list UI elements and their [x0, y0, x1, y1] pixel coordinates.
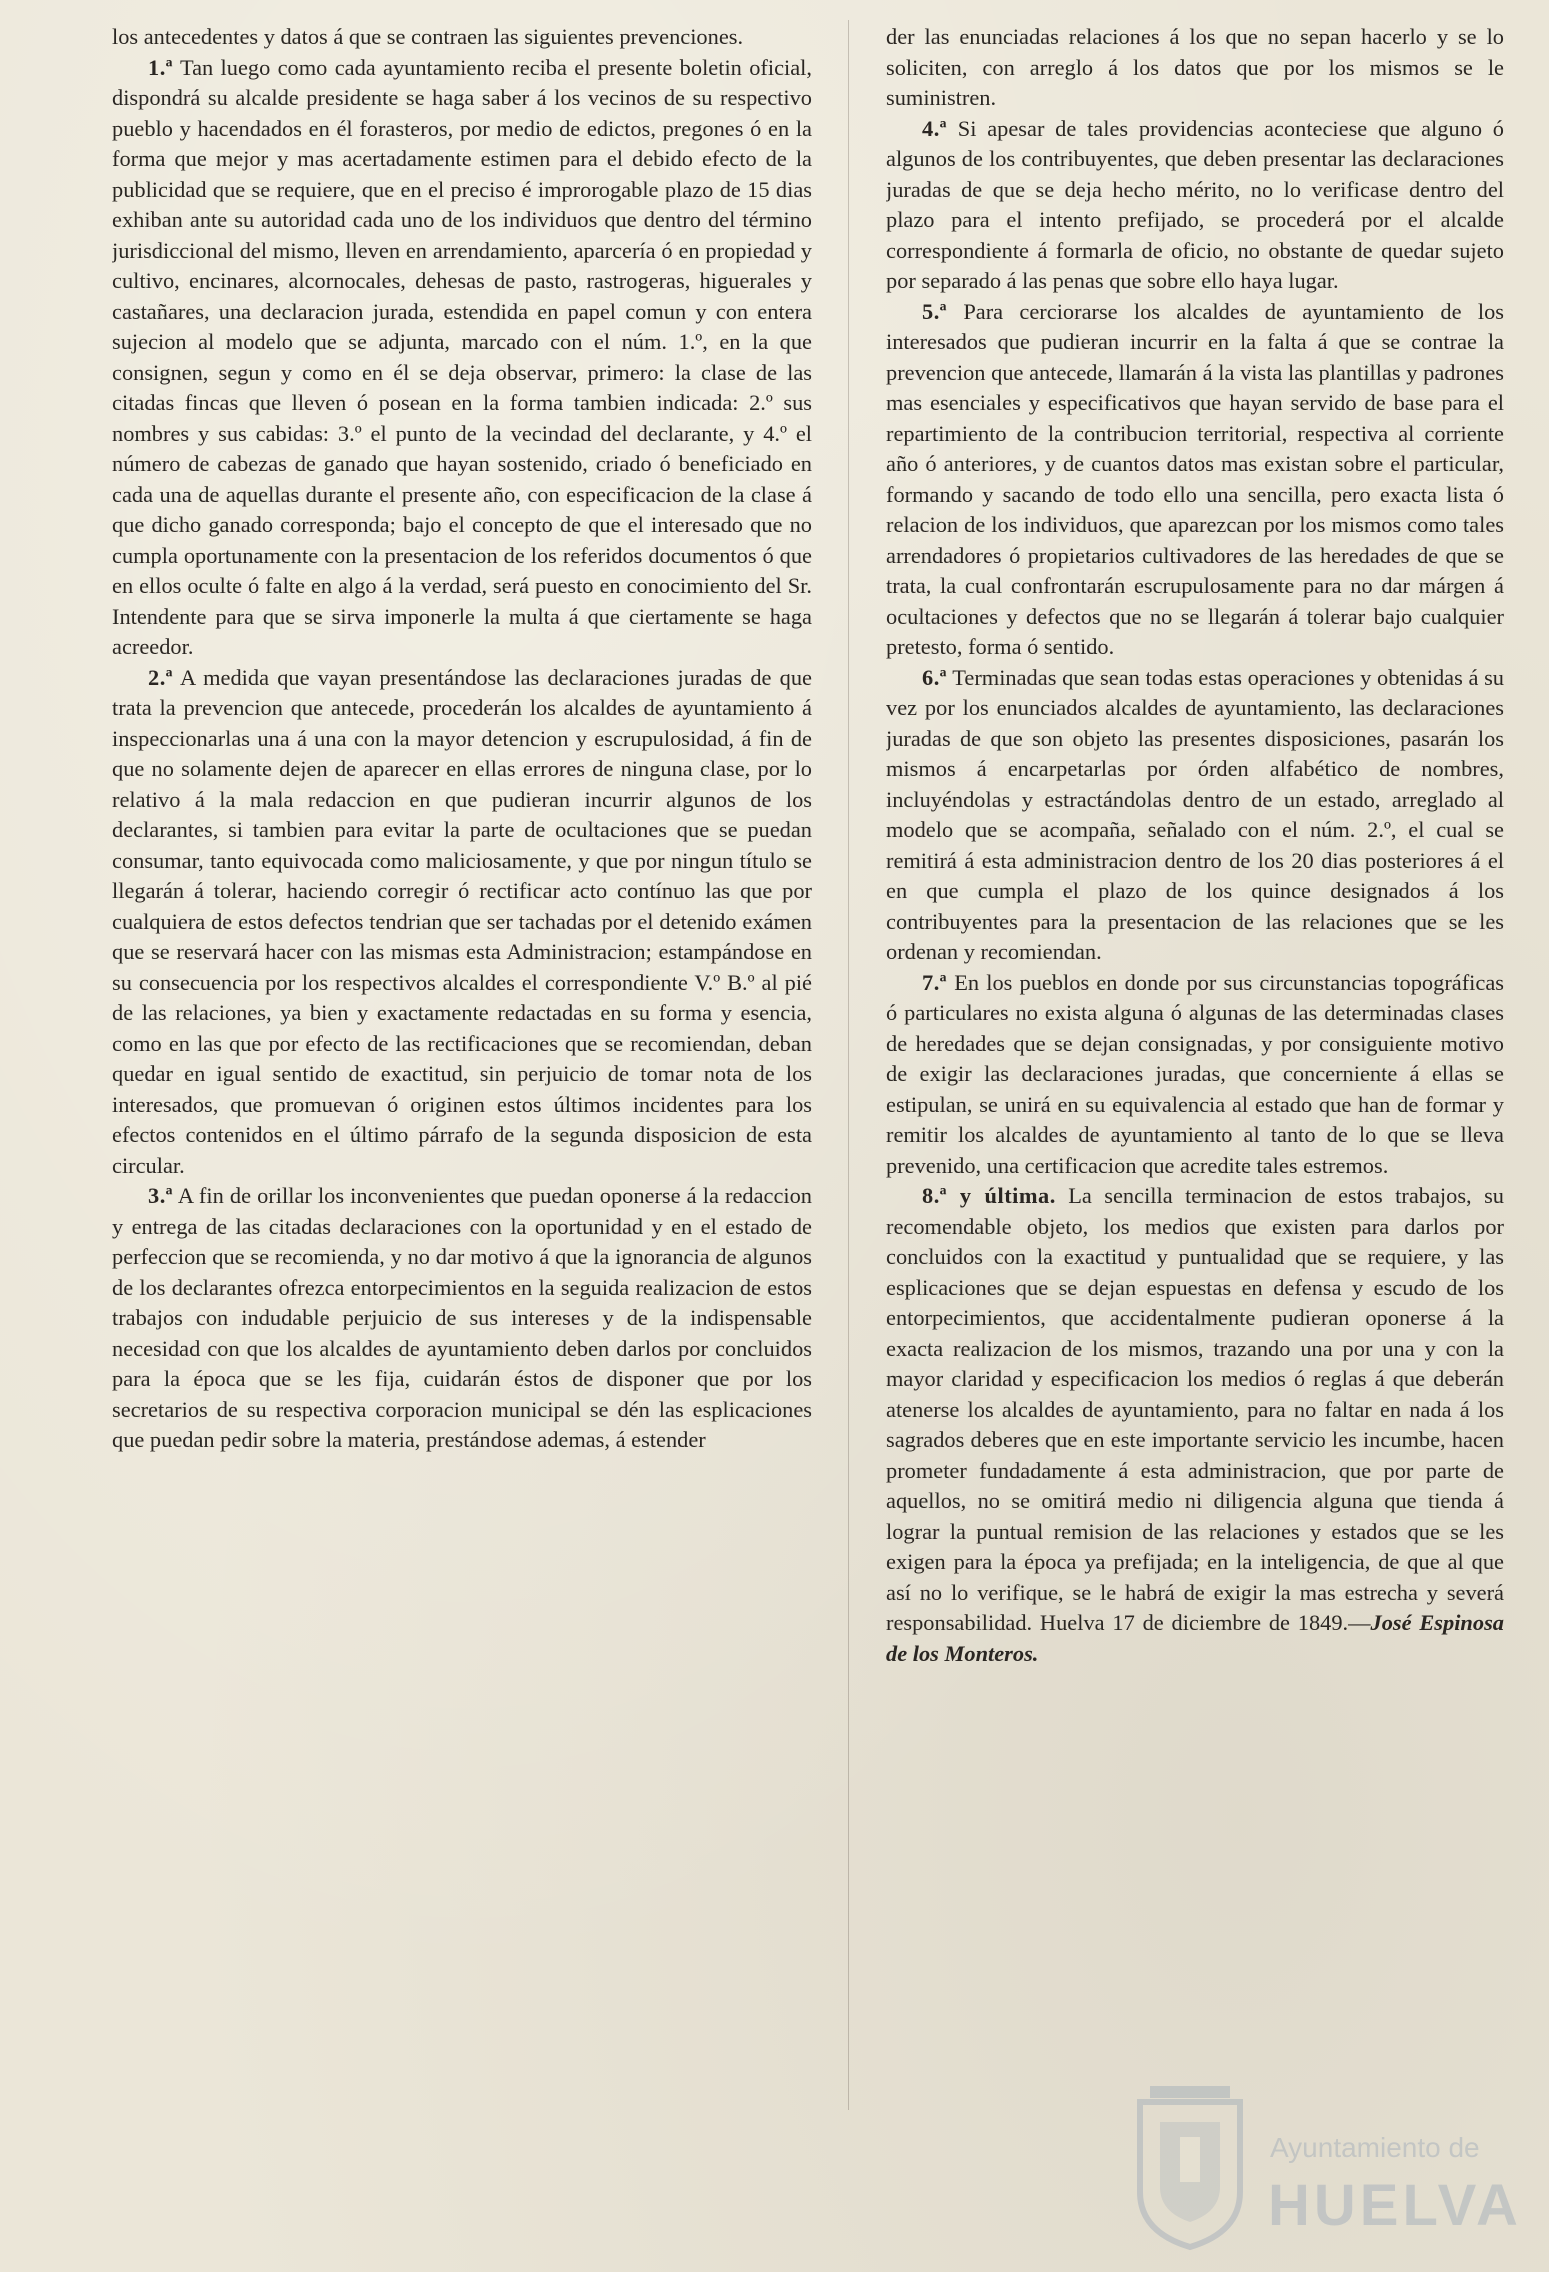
prevention-text: En los pueblos en donde por sus circunstancias topográficas ó particulares no exista alguna ó algunas de las determinadas clases de heredades que se dejan consignadas, y por consiguiente motivo de exigir las declaraciones juradas, que concerniente á ellas se estipulan, se unirá en su equivalencia al estado que han de formar y remitir los alcaldes de ayuntamiento al tanto de lo que se lleva prevenido, una certificacion que acredite tales estremos.	[886, 969, 1504, 1178]
text-column-left	[112, 22, 812, 2102]
intro-paragraph: los antecedentes y datos á que se contraen las siguientes prevenciones.	[112, 24, 744, 49]
prevention-3	[112, 1181, 812, 1456]
prevention-2	[112, 663, 812, 1182]
prevention-text: Terminadas que sean todas estas operaciones y obtenidas á su vez por los enunciados alcaldes de ayuntamiento, las declaraciones juradas de que son objeto las presentes disposiciones, pasarán los mismos á encarpetarlas por órden alfabético de nombres, incluyéndolas y estractándolas dentro de un estado, arreglado al modelo que se acompaña, señalado con el núm. 2.º, el cual se remitirá á esta administracion dentro de los 20 dias posteriores á el en que cumpla el plazo de los quince designados á los contribuyentes para la presentacion de las relaciones que se les ordenan y recomiendan.	[886, 664, 1504, 964]
continuation-paragraph: der las enunciadas relaciones á los que no sepan hacerlo y se lo soliciten, con arreglo á los datos que por los mismos se le suministren.	[886, 24, 1504, 110]
prevention-number: 1.ª	[148, 54, 174, 80]
watermark-logo	[1130, 2080, 1530, 2260]
prevention-text: Tan luego como cada ayuntamiento reciba el presente boletin oficial, dispondrá su alcalde presidente se haga saber á los vecinos de su respectivo pueblo y hacendados en él forasteros, por medio de edictos, pregones ó en la forma que mejor y mas acertadamente estimen para el debido efecto de la publicidad que se requiere, que en el preciso é improrogable plazo de 15 dias exhiban ante su autoridad cada uno de los individuos que dentro del término jurisdiccional del mismo, lleven en arrendamiento, aparcería ó en propiedad y cultivo, encinares, alcornocales, dehesas de pasto, rastrogeras, higuerales y castañares, una declaracion jurada, estendida en papel comun y con entera sujecion al modelo que se adjunta, marcado con el núm. 1.º, en la que consignen, segun y como en él se deja observar, primero: la clase de las citadas fincas que lleven ó posean en la forma tambien indicada: 2.º sus nombres y sus cabidas: 3.º el punto de la vecindad del declarante, y 4.º el número de cabezas de ganado que hayan sostenido, criado ó beneficiado en cada una de aquellas durante el presente año, con especificacion de la clase á que dicho ganado corresponda; bajo el concepto de que el interesado que no cumpla oportunamente con la presentacion de los referidos documentos ó que en ellos oculte ó falte en algo á la verdad, será puesto en conocimiento del Sr. Intendente para que se sirva imponerle la multa á que ciertamente se haga acreedor.	[112, 54, 812, 659]
signature: José Espinosa de los Monteros.	[886, 1610, 1504, 1666]
prevention-text: La sencilla terminacion de estos trabajos, su recomendable objeto, los medios que existen para darlos por concluidos con la exactitud y puntualidad que se requiere, y las esplicaciones que se dejan espuestas en defensa y escudo de los entorpecimientos, que accidentalmente pudieran oponerse á la exacta realizacion de los mismos, trazando una por una y con la mayor claridad y especificacion los medios ó reglas á que deberán atenerse los alcaldes de ayuntamiento, para no faltar en nada á los sagrados deberes que en este importante servicio les incumbe, hacen prometer fundadamente á esta administracion, que por parte de aquellos, no se omitirá medio ni diligencia alguna que tienda á lograr la puntual remision de las relaciones y estados que se les exigen para la época ya prefijada; en la inteligencia, de que al que así no lo verifique, se le habrá de exigir la mas estrecha y severá responsabilidad. Huelva 17 de diciembre de 1849.—	[886, 1183, 1504, 1635]
prevention-number: 7.ª	[922, 969, 948, 995]
prevention-number: 4.ª	[922, 115, 948, 141]
city-seal-icon	[1130, 2082, 1250, 2252]
prevention-6	[886, 663, 1504, 968]
prevention-1	[112, 53, 812, 663]
watermark-subtitle: Ayuntamiento de	[1270, 2132, 1480, 2163]
text-column-right	[886, 22, 1504, 2102]
prevention-8	[886, 1181, 1504, 1669]
prevention-number: 8.ª y última.	[922, 1183, 1056, 1208]
prevention-text: Si apesar de tales providencias aconteciese que alguno ó algunos de los contribuyentes, que deben presentar las declaraciones juradas de que se deja hecho mérito, no lo verificase dentro del plazo para el intento prefijado, se procederá por el alcalde correspondiente á formarla de oficio, no obstante de quedar sujeto por separado á las penas que sobre ello haya lugar.	[886, 115, 1504, 293]
watermark-title: HUELVA	[1268, 2173, 1522, 2238]
prevention-7	[886, 968, 1504, 1182]
prevention-number: 5.ª	[922, 298, 948, 324]
prevention-text: A fin de orillar los inconvenientes que puedan oponerse á la redaccion y entrega de las citadas declaraciones con la oportunidad y en el estado de perfeccion que se recomienda, y no dar motivo á que la ignorancia de algunos de los declarantes ofrezca entorpecimientos en la seguida realizacion de estos trabajos con indudable perjuicio de sus intereses y de la indispensable necesidad con que los alcaldes de ayuntamiento deben darlos por concluidos para la época que se les fija, cuidarán éstos de disponer que por los secretarios de su respectiva corporacion municipal se dén las esplicaciones que puedan pedir sobre la materia, prestándose ademas, á estender	[112, 1183, 812, 1452]
prevention-number: 6.ª	[922, 664, 948, 690]
column-divider	[848, 20, 849, 2110]
prevention-4	[886, 114, 1504, 297]
prevention-number: 3.ª	[148, 1183, 174, 1208]
prevention-number: 2.ª	[148, 664, 174, 690]
prevention-text: Para cerciorarse los alcaldes de ayuntamiento de los interesados que pudieran incurrir en la falta á que se contrae la prevencion que antecede, llamarán á la vista las plantillas y padrones mas esenciales y especificativos que hayan servido de base para el repartimiento de la contribucion territorial, respectiva al corriente año ó anteriores, y de cuantos datos mas existan sobre el particular, formando y sacando de todo ello una sencilla, pero exacta lista ó relacion de los individuos, que aparezcan por los mismos como tales arrendadores ó propietarios cultivadores de las heredades de que se trata, la cual confrontarán escrupulosamente para no dar márgen á ocultaciones y defectos que no se llegarán á tolerar bajo cualquier pretesto, forma ó sentido.	[886, 298, 1504, 659]
prevention-text: A medida que vayan presentándose las declaraciones juradas de que trata la prevencion que antecede, procederán los alcaldes de ayuntamiento á inspeccionarlas una á una con la mayor detencion y escrupulosidad, á fin de que no solamente dejen de aparecer en ellas errores de ninguna clase, por lo relativo á la mala redaccion en que pudieran incurrir algunos de los declarantes, si tambien para evitar la parte de ocultaciones que se puedan consumar, tanto equivocada como maliciosamente, y que por ningun título se llegarán á tolerar, haciendo corregir ó rectificar acto contínuo las que por cualquiera de estos defectos tendrian que ser tachadas por el detenido exámen que se reservará hacer con las mismas esta Administracion; estampándose en su consecuencia por los respectivos alcaldes el correspondiente V.º B.º al pié de las relaciones, ya bien y exactamente redactadas en su forma y esencia, como en las que por efecto de las rectificaciones que se recomiendan, deban quedar en igual sentido de exactitud, sin perjuicio de tomar nota de los interesados, que promuevan ó originen estos últimos incidentes para los efectos contenidos en el último párrafo de la segunda disposicion de esta circular.	[112, 664, 812, 1178]
prevention-5	[886, 297, 1504, 663]
